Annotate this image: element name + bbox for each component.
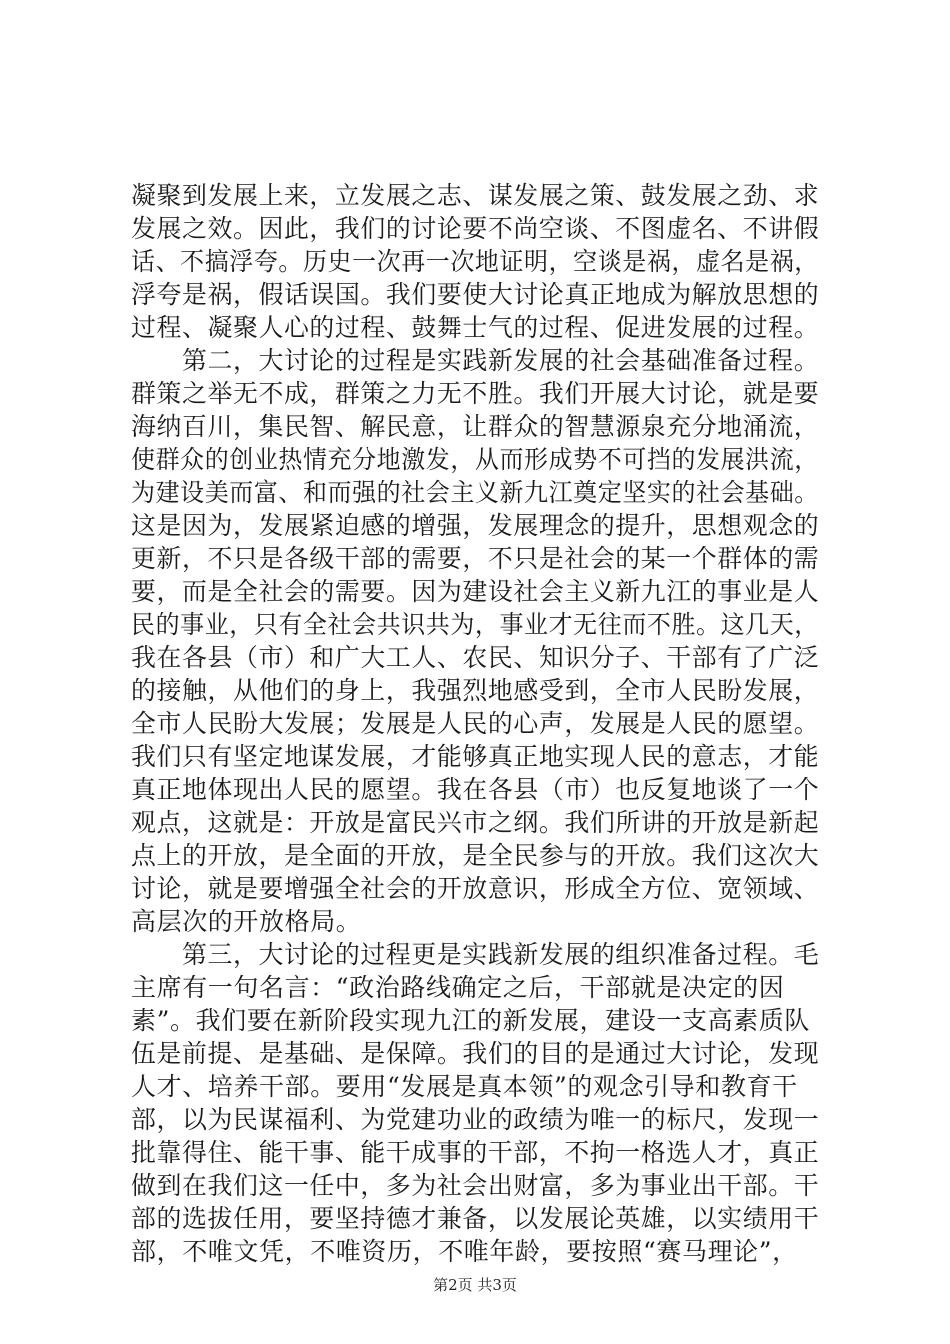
- text-line: 点上的开放，是全面的开放，是全民参与的开放。我们这次大: [131, 841, 820, 870]
- text-line: 我在各县（市）和广大工人、农民、知识分子、干部有了广泛: [131, 643, 820, 672]
- text-line: 批靠得住、能干事、能干成事的干部，不拘一格选人才，真正: [131, 1138, 820, 1167]
- text-line: 素”。我们要在新阶段实现九江的新发展，建设一支高素质队: [131, 1006, 810, 1035]
- text-line: 讨论，就是要增强全社会的开放意识，形成全方位、宽领域、: [131, 874, 820, 903]
- text-line: 为建设美而富、和而强的社会主义新九江奠定坚实的社会基础。: [131, 478, 819, 507]
- page-number-footer: 第2页 共3页: [433, 1276, 517, 1294]
- text-line: 第二，大讨论的过程是实践新发展的社会基础准备过程。: [131, 346, 820, 375]
- text-line: 发展之效。因此，我们的讨论要不尚空谈、不图虚名、不讲假: [131, 214, 820, 243]
- text-line: 伍是前提、是基础、是保障。我们的目的是通过大讨论，发现: [131, 1039, 820, 1068]
- text-line: 部的选拔任用，要坚持德才兼备，以发展论英雄，以实绩用干: [131, 1204, 820, 1233]
- text-line: 部，不唯文凭，不唯资历，不唯年龄，要按照“赛马理论”，: [131, 1237, 798, 1266]
- text-line: 观点，这就是：开放是富民兴市之纲。我们所讲的开放是新起: [131, 808, 820, 837]
- text-line: 人才、培养干部。要用“发展是真本领”的观念引导和教育干: [131, 1072, 798, 1101]
- text-line: 我们只有坚定地谋发展，才能够真正地实现人民的意志，才能: [131, 742, 820, 771]
- text-line: 凝聚到发展上来，立发展之志、谋发展之策、鼓发展之劲、求: [131, 181, 820, 210]
- body-text: [131, 179, 831, 1268]
- text-line: 更新，不只是各级干部的需要，不只是社会的某一个群体的需: [131, 544, 820, 573]
- text-line: 真正地体现出人民的愿望。我在各县（市）也反复地谈了一个: [131, 775, 820, 804]
- text-line: 部，以为民谋福利、为党建功业的政绩为唯一的标尺，发现一: [131, 1105, 820, 1134]
- text-line: 做到在我们这一任中，多为社会出财富，多为事业出干部。干: [131, 1171, 820, 1200]
- text-line: 全市人民盼大发展；发展是人民的心声，发展是人民的愿望。: [131, 709, 820, 738]
- text-line: 高层次的开放格局。: [131, 907, 362, 936]
- text-line: 民的事业，只有全社会共识共为，事业才无往而不胜。这几天，: [131, 610, 819, 639]
- text-line: 主席有一句名言：“政治路线确定之后，干部就是决定的因: [131, 973, 785, 1002]
- text-line: 要，而是全社会的需要。因为建设社会主义新九江的事业是人: [131, 577, 820, 606]
- text-line: 话、不搞浮夸。历史一次再一次地证明，空谈是祸，虚名是祸，: [131, 247, 819, 276]
- text-line: 这是因为，发展紧迫感的增强，发展理念的提升，思想观念的: [131, 511, 820, 540]
- text-line: 浮夸是祸，假话误国。我们要使大讨论真正地成为解放思想的: [131, 280, 820, 309]
- text-line: 海纳百川，集民智、解民意，让群众的智慧源泉充分地涌流，: [131, 412, 820, 441]
- text-line: 使群众的创业热情充分地激发，从而形成势不可挡的发展洪流，: [131, 445, 819, 474]
- text-line: 群策之举无不成，群策之力无不胜。我们开展大讨论，就是要: [131, 379, 820, 408]
- text-line: 第三，大讨论的过程更是实践新发展的组织准备过程。毛: [131, 940, 820, 969]
- text-line: 过程、凝聚人心的过程、鼓舞士气的过程、促进发展的过程。: [131, 313, 820, 342]
- text-line: 的接触，从他们的身上，我强烈地感受到，全市人民盼发展，: [131, 676, 820, 705]
